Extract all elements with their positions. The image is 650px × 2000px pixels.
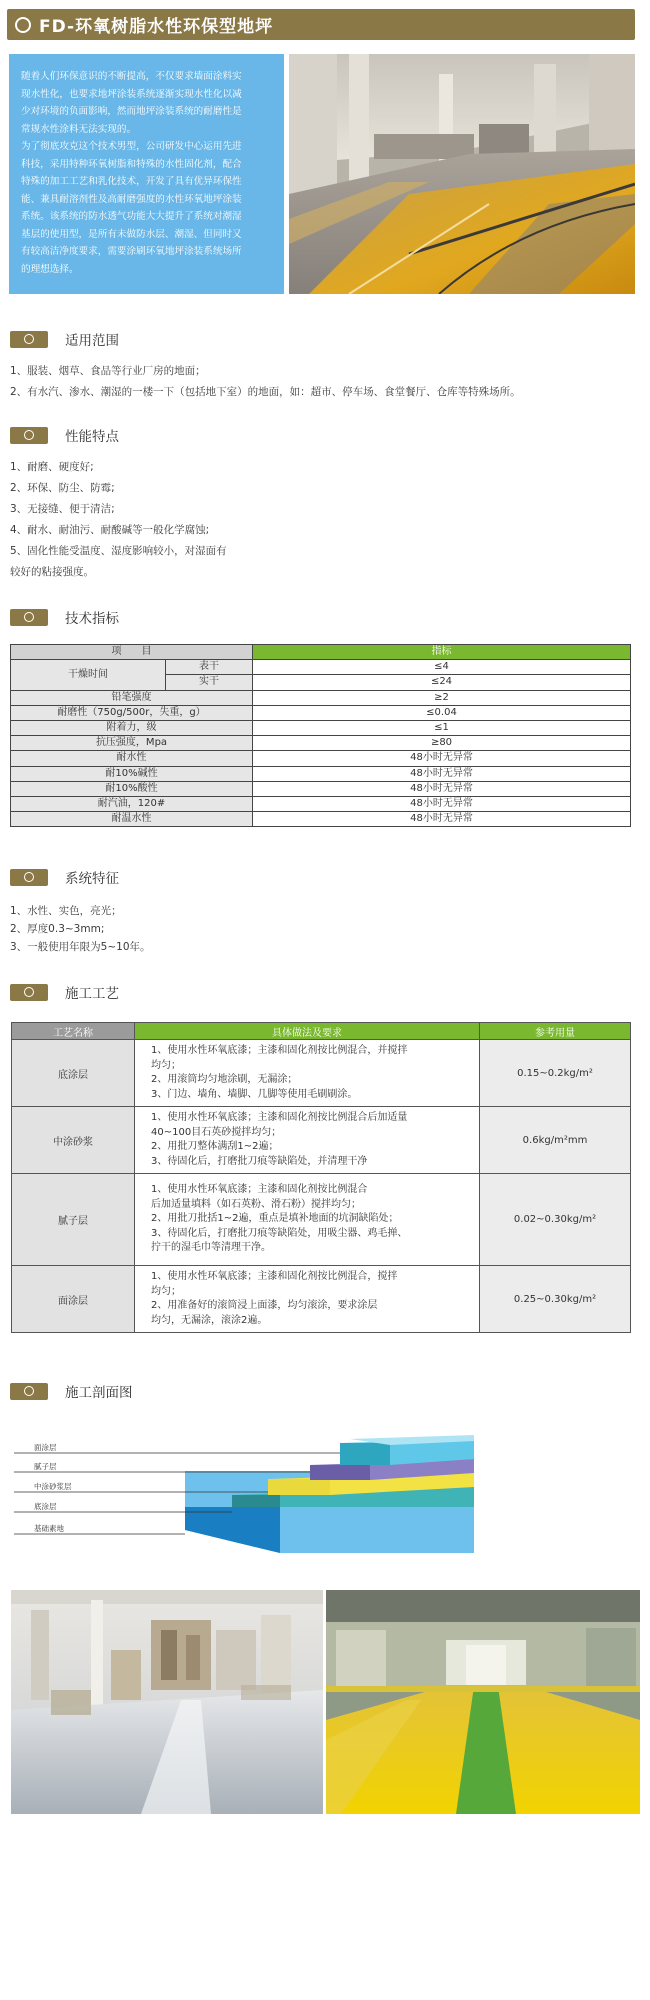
table-cell-label: 抗压强度，Mpa	[11, 736, 253, 751]
table-cell-value: 48小时无异常	[253, 812, 631, 827]
table-row	[11, 690, 631, 705]
list-item: 1、水性、实色，亮光；	[10, 905, 122, 917]
table-row	[11, 660, 631, 675]
table-cell-value: 48小时无异常	[253, 751, 631, 766]
intro-text-box	[9, 54, 284, 294]
table-cell-label: 附着力，级	[11, 720, 253, 735]
table-row	[11, 766, 631, 781]
process-desc: 1、使用水性环氧底漆；主漆和固化剂按比例混合，搅拌 均匀； 2、用准备好的滚筒浸上面漆，均匀滚涂，要求涂层 均匀，无漏涂，滚涂2遍。	[135, 1266, 480, 1333]
table-row	[12, 1266, 631, 1333]
section-badge	[10, 869, 48, 886]
list-item: 1、耐磨、硬度好;	[10, 461, 94, 473]
table-cell-value: ≥2	[253, 690, 631, 705]
putty-layer-front	[310, 1465, 370, 1480]
table-row	[11, 720, 631, 735]
list-item: 3、无接缝、便于清洁;	[10, 503, 115, 515]
column-header-name: 工艺名称	[12, 1023, 135, 1040]
section-heading-features	[10, 426, 119, 444]
surface-dry-value: ≤4	[253, 660, 631, 675]
section-heading-scope	[10, 330, 119, 348]
circle-icon	[24, 1386, 34, 1396]
table-cell-label: 耐汽油，120#	[11, 796, 253, 811]
base-layer-front	[185, 1507, 280, 1553]
list-item: 1、服装、烟草、食品等行业厂房的地面；	[10, 365, 206, 377]
yellow-green-floor-photo	[326, 1590, 640, 1814]
system-list	[10, 902, 151, 956]
column-header-desc: 具体做法及要求	[135, 1023, 480, 1040]
page-header	[7, 9, 635, 40]
list-item: 4、耐水、耐油污、耐酸碱等一般化学腐蚀;	[10, 524, 210, 536]
process-amount: 0.02~0.30kg/m²	[480, 1174, 631, 1266]
page-title: FD-环氧树脂水性环保型地坪	[39, 17, 274, 37]
section-title: 系统特征	[65, 871, 119, 887]
layer-label: 基础素地	[34, 1524, 64, 1533]
section-badge	[10, 427, 48, 444]
section-title: 施工工艺	[65, 986, 119, 1002]
section-title: 施工剖面图	[65, 1385, 133, 1401]
tech-spec-table	[10, 644, 631, 827]
process-amount: 0.15~0.2kg/m²	[480, 1040, 631, 1107]
process-desc: 1、使用水性环氧底漆；主漆和固化剂按比例混合 后加适量填料（如石英粉、滑石粉）搅拌均匀； 2、用批刀批括1~2遍，重点是填补地面的坑洞缺陷处； 3、待固化后，打磨批刀痕等缺陷处，用吸尘器、鸡毛掸、 拧干的湿毛巾等清理干净。	[135, 1174, 480, 1266]
table-cell-label: 耐10%碱性	[11, 766, 253, 781]
process-amount: 0.25~0.30kg/m²	[480, 1266, 631, 1333]
process-desc: 1、使用水性环氧底漆；主漆和固化剂按比例混合，并搅拌 均匀； 2、用滚筒均匀地涂刷，无漏涂； 3、门边、墙角、墙脚、几脚等使用毛刷刷涂。	[135, 1040, 480, 1107]
table-cell-label: 耐10%酸性	[11, 781, 253, 796]
layer-cross-section-diagram	[0, 1425, 650, 1565]
table-row	[12, 1107, 631, 1174]
table-cell-value: ≤0.04	[253, 705, 631, 720]
table-row	[11, 751, 631, 766]
hard-dry-value: ≤24	[253, 675, 631, 690]
table-row	[11, 796, 631, 811]
process-table	[11, 1022, 631, 1333]
primer-layer-front	[232, 1495, 280, 1507]
list-item: 2、环保、防尘、防霉;	[10, 482, 115, 494]
list-item: 3、一般使用年限为5~10年。	[10, 941, 151, 953]
circle-icon	[15, 17, 31, 33]
section-title: 适用范围	[65, 333, 119, 349]
section-heading-diagram	[10, 1382, 133, 1400]
dry-time-label: 干燥时间	[11, 660, 166, 690]
table-cell-value: ≤1	[253, 720, 631, 735]
section-badge	[10, 331, 48, 348]
features-list	[10, 457, 227, 583]
circle-icon	[24, 612, 34, 622]
section-heading-system	[10, 868, 119, 886]
table-cell-value: ≥80	[253, 736, 631, 751]
parking-garage-photo	[289, 54, 635, 294]
section-badge	[10, 1383, 48, 1400]
section-title: 性能特点	[65, 429, 119, 445]
table-row	[11, 705, 631, 720]
table-row	[12, 1040, 631, 1107]
column-header-item: 项 目	[11, 645, 253, 660]
table-header-row	[12, 1023, 631, 1040]
process-name: 面涂层	[12, 1266, 135, 1333]
section-heading-tech	[10, 608, 119, 626]
table-cell-label: 铅笔强度	[11, 690, 253, 705]
circle-icon	[24, 872, 34, 882]
process-amount: 0.6kg/m²mm	[480, 1107, 631, 1174]
intro-paragraph-1: 随着人们环保意识的不断提高，不仅要求墙面涂料实 现水性化，也要求地坪涂装系统逐渐实现水性化以减 少对环境的负面影响，然而地坪涂装系统的耐磨性是 常规水性涂料无法实现的。	[21, 71, 242, 135]
table-cell-label: 耐水性	[11, 751, 253, 766]
column-header-amount: 参考用量	[480, 1023, 631, 1040]
list-item: 2、有水汽、渗水、潮湿的一楼一下（包括地下室）的地面，如：超市、停车场、食堂餐厅、仓库等特殊场所。	[10, 386, 521, 398]
table-row	[11, 736, 631, 751]
section-badge	[10, 984, 48, 1001]
table-cell-value: 48小时无异常	[253, 766, 631, 781]
table-cell-label: 耐温水性	[11, 812, 253, 827]
table-row	[11, 781, 631, 796]
section-heading-process	[10, 983, 119, 1001]
circle-icon	[24, 334, 34, 344]
section-badge	[10, 609, 48, 626]
top-coat-front	[340, 1443, 390, 1465]
process-desc: 1、使用水性环氧底漆；主漆和固化剂按比例混合后加适量 40~100目石英砂搅拌均匀； 2、用批刀整体满刮1~2遍； 3、待固化后，打磨批刀痕等缺陷处，并清理干净	[135, 1107, 480, 1174]
layer-label: 中涂砂浆层	[34, 1482, 72, 1491]
circle-icon	[24, 430, 34, 440]
layer-label: 底涂层	[34, 1502, 57, 1511]
list-item: 5、固化性能受温度、湿度影响较小，对湿面有	[10, 545, 227, 557]
circle-icon	[24, 987, 34, 997]
table-cell-label: 耐磨性（750g/500r，失重，g）	[11, 705, 253, 720]
column-header-spec: 指标	[253, 645, 631, 660]
layer-label: 面涂层	[34, 1443, 57, 1452]
list-item: 较好的粘接强度。	[10, 566, 94, 578]
section-title: 技术指标	[65, 611, 119, 627]
table-header-row	[11, 645, 631, 660]
process-name: 腻子层	[12, 1174, 135, 1266]
hard-dry-label: 实干	[166, 675, 253, 690]
surface-dry-label: 表干	[166, 660, 253, 675]
factory-floor-photo	[11, 1590, 323, 1814]
table-row	[11, 812, 631, 827]
intro-paragraph-2: 为了彻底攻克这个技术男型，公司研发中心运用先进 科技，采用特种环氧树脂和特殊的水性固化剂，配合 特殊的加工工艺和乳化技术，开发了具有优异环保性 能、兼具耐溶剂性及高耐磨强度的水性环氧地坪涂装 系统。该系统的防水透气功能大大提升了系统对潮湿 基层的使用型，是所有未做防水层、潮湿、但同时又 有较高洁净度要求，需要涂刷环氧地坪涂装系统场所 的理想选择。	[21, 141, 242, 275]
process-name: 底涂层	[12, 1040, 135, 1107]
scope-list	[10, 361, 521, 403]
process-name: 中涂砂浆	[12, 1107, 135, 1174]
table-row	[12, 1174, 631, 1266]
list-item: 2、厚度0.3~3mm;	[10, 923, 105, 935]
mortar-layer-front	[268, 1479, 330, 1495]
table-cell-value: 48小时无异常	[253, 796, 631, 811]
table-cell-value: 48小时无异常	[253, 781, 631, 796]
layer-label: 腻子层	[34, 1462, 57, 1471]
